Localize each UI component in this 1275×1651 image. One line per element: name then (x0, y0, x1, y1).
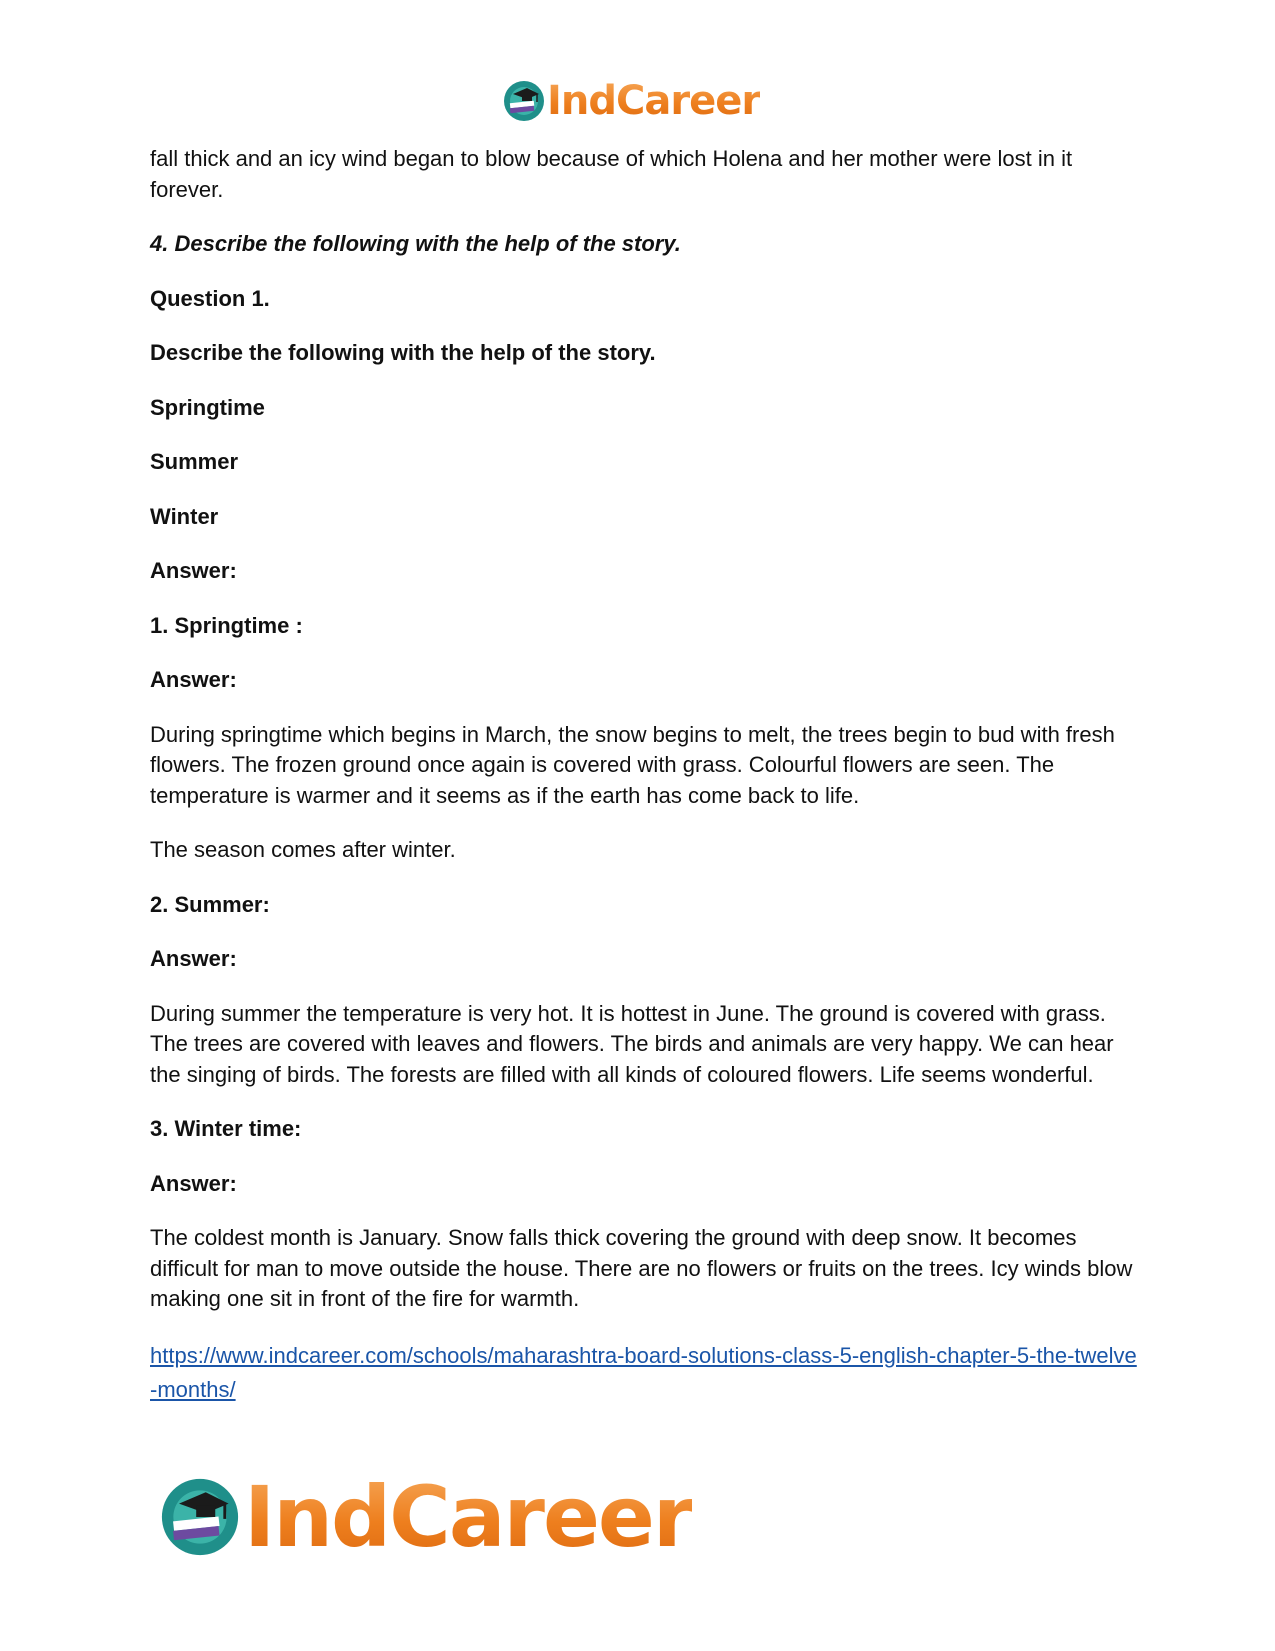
item-summer: Summer (150, 449, 239, 474)
question-text: Describe the following with the help of the story. (150, 340, 656, 365)
question-label: Question 1. (150, 285, 270, 311)
footer-logo-text: IndCareer (244, 1468, 693, 1566)
springtime-answer-text: During springtime which begins in March, the snow begins to melt, the trees begin to bud with fresh flowers. The frozen ground once again is covered with grass. Colourful flowers are seen. The temperature is warmer and it seems as if the earth has come back to life. (150, 721, 1115, 808)
summer-answer-label: Answer: (150, 946, 237, 971)
document-body (150, 144, 1140, 1407)
summer-heading: 2. Summer: (150, 891, 270, 917)
header-logo-text: IndCareer (547, 78, 761, 124)
winter-answer-label: Answer: (150, 1170, 237, 1196)
header-logo (503, 78, 760, 124)
logo-emblem-icon (503, 80, 545, 122)
intro-paragraph: fall thick and an icy wind began to blow because of which Holena and her mother were lost in it forever. (150, 146, 1073, 202)
winter-answer-text: The coldest month is January. Snow falls thick covering the ground with deep snow. It becomes difficult for man to move outside the house. There are no flowers or fruits on the trees. Icy winds blow making one sit in front of the fire for warmth. (150, 1225, 1133, 1311)
item-springtime: Springtime (150, 394, 265, 420)
springtime-note: The season comes after winter. (150, 837, 456, 862)
item-winter: Winter (150, 503, 219, 529)
footer-logo (160, 1468, 692, 1566)
summer-answer-text: During summer the temperature is very hot. It is hottest in June. The ground is covered with grass. The trees are covered with leaves and flowers. The birds and animals are very happy. We can hear the singing of birds. The forests are filled with all kinds of coloured flowers. Life seems wonderful. (150, 1000, 1114, 1087)
source-link[interactable]: https://www.indcareer.com/schools/maharashtra-board-solutions-class-5-english-chapter-5-the-twelve-months/ (150, 1342, 1137, 1402)
springtime-answer-label: Answer: (150, 667, 237, 692)
logo-emblem-icon (160, 1477, 240, 1557)
springtime-heading: 1. Springtime : (150, 612, 303, 638)
winter-heading: 3. Winter time: (150, 1116, 302, 1141)
section-heading: 4. Describe the following with the help of the story. (150, 231, 681, 256)
answer-label: Answer: (150, 558, 237, 583)
